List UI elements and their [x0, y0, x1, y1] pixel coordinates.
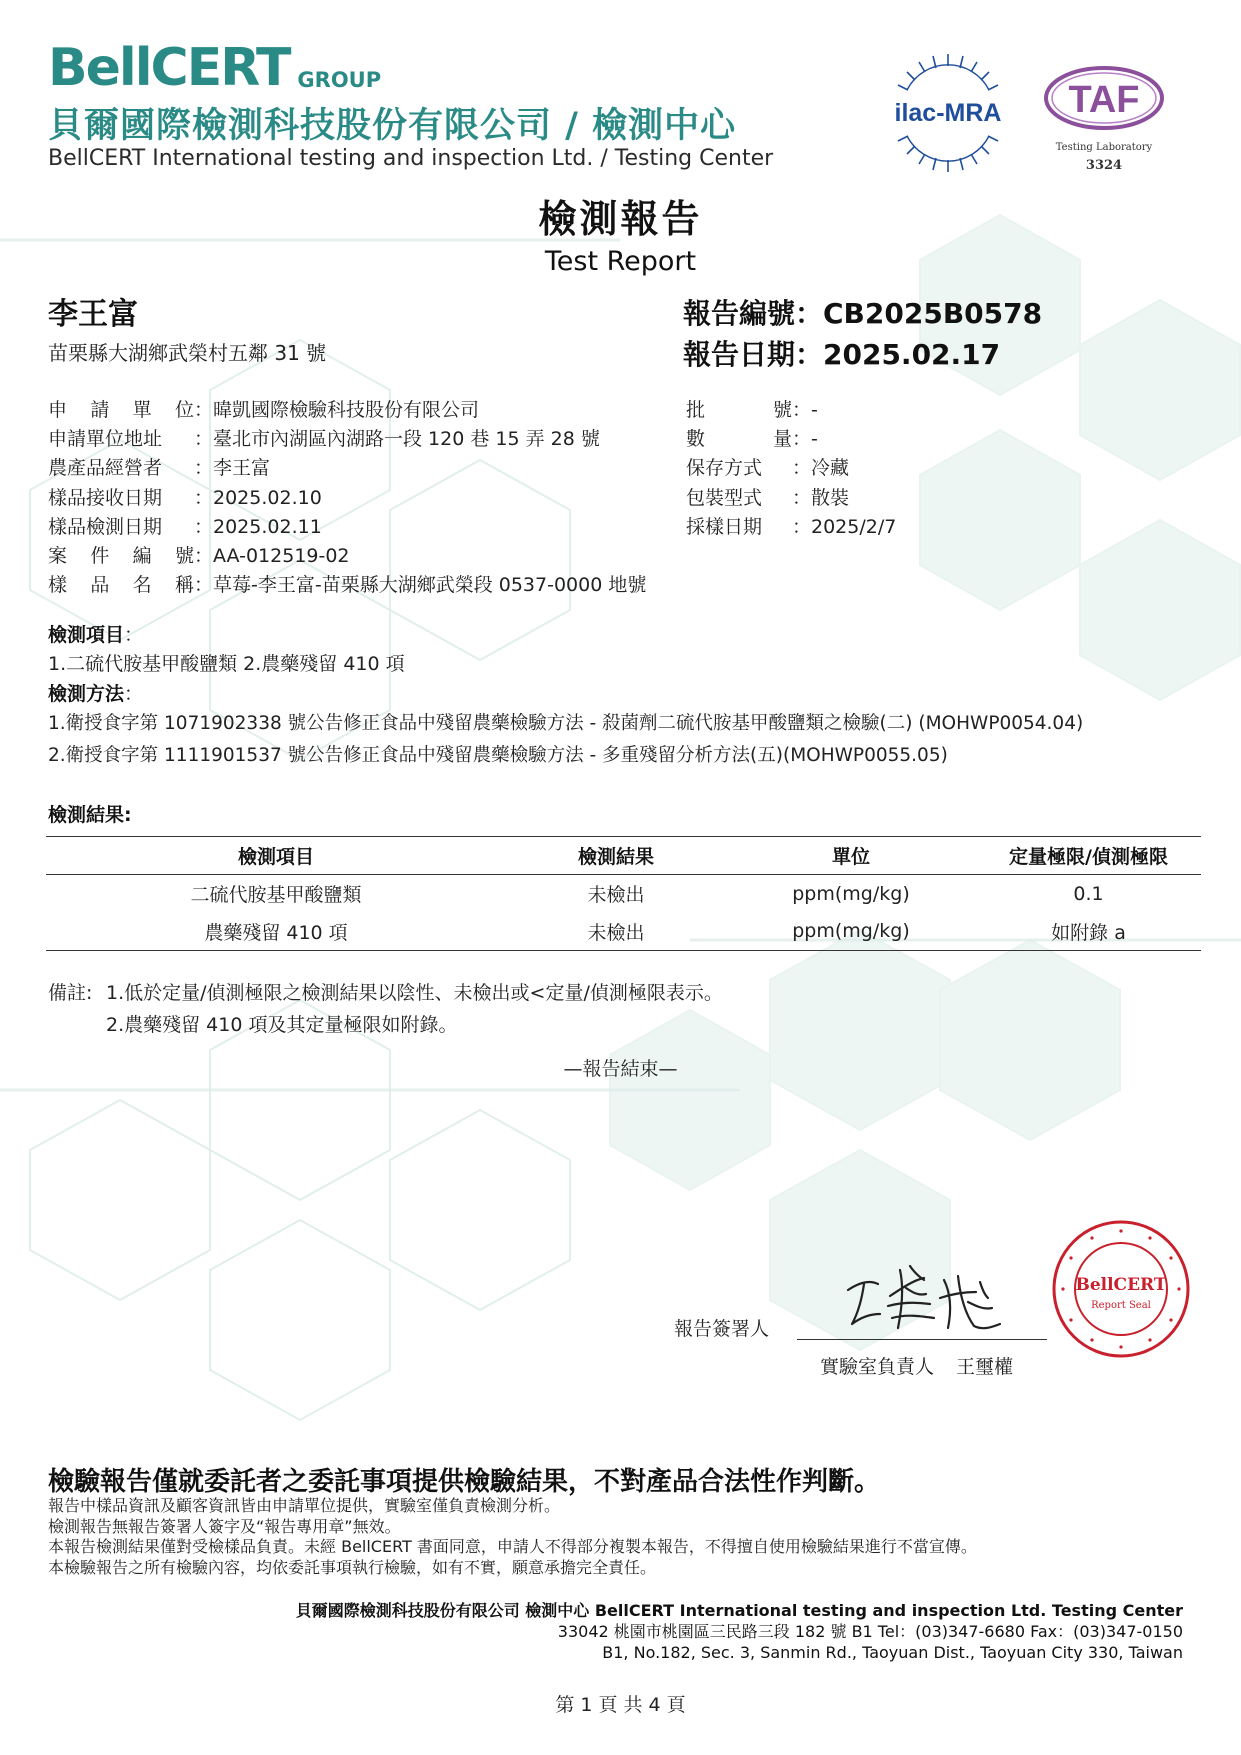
info-label-char: 樣: [48, 574, 68, 597]
sample-info-right: [686, 394, 986, 540]
report-title-zh: 檢測報告: [538, 197, 703, 241]
note-text: 1.低於定量/偵測極限之檢測結果以陰性、未檢出或<定量/偵測極限表示。: [106, 981, 723, 1004]
company-name-en: BellCERT International testing and inspection Ltd. / Testing Center: [48, 146, 774, 171]
info-label-char: 號: [772, 399, 792, 422]
test-methods-label: 檢測方法: [48, 683, 125, 705]
notes: [48, 975, 723, 1039]
test-methods-colon: ：: [124, 683, 144, 705]
disclaimer-body: [48, 1496, 977, 1578]
info-label: 包裝型式: [686, 486, 763, 509]
info-label: 樣品接收日期: [48, 486, 163, 509]
info-value: ：李王富: [194, 457, 271, 480]
info-label-char: 申: [48, 399, 68, 422]
info-label-char: 品: [90, 574, 110, 597]
taf-number: 3324: [1085, 158, 1123, 173]
info-value: ：臺北市內湖區內湖路一段 120 巷 15 弄 28 號: [194, 428, 600, 451]
disclaimer-line: 檢測報告無報告簽署人簽字及“報告專用章”無效。: [48, 1516, 401, 1536]
footer-company-line: 貝爾國際檢測科技股份有限公司 檢測中心 BellCERT International testing and inspection Ltd. Testing Center: [295, 1601, 1183, 1620]
info-label: 農產品經營者: [48, 457, 163, 480]
results-header-row: [46, 837, 1201, 875]
info-label-char: 批: [686, 399, 706, 422]
info-row-applicant-address: [48, 423, 688, 452]
cell-result: 未檢出: [587, 884, 645, 907]
client-address: 苗栗縣大湖鄉武榮村五鄰 31 號: [48, 341, 327, 365]
cell-limit: 0.1: [1073, 882, 1104, 905]
footer-address-zh: 33042 桃園市桃園區三民路三段 182 號 B1 Tel：(03)347-6680 Fax：(03)347-0150: [557, 1622, 1183, 1641]
results-heading: 檢測結果:: [48, 804, 132, 826]
info-label: [48, 541, 194, 568]
logo-group-text: GROUP: [297, 68, 382, 92]
info-label-char: 單: [132, 399, 152, 422]
test-items-text: 1.二硫代胺基甲酸鹽類 2.農藥殘留 410 項: [48, 653, 405, 675]
info-label: 保存方式: [686, 457, 763, 480]
disclaimer-line: 本報告檢測結果僅對受檢樣品負責。未經 BellCERT 書面同意，申請人不得部分複製本報告，不得擅自使用檢驗結果進行不當宣傳。: [48, 1537, 977, 1556]
info-value: ：散裝: [792, 486, 850, 509]
disclaimer-line: 本檢驗報告之所有檢驗內容，均依委託事項執行檢驗，如有不實，願意承擔完全責任。: [48, 1557, 657, 1577]
info-label: [48, 395, 194, 422]
info-label-char: 號: [174, 545, 194, 568]
signatory-title: [820, 1352, 1013, 1379]
cell-unit: ppm(mg/kg): [792, 920, 910, 943]
cell-test-item: 二硫代胺基甲酸鹽類: [190, 884, 362, 907]
results-table: [46, 836, 1201, 951]
table-row: [46, 875, 1201, 913]
info-label-char: 數: [686, 428, 706, 451]
info-row-case-number: [48, 540, 688, 569]
signatory-role: 實驗室負責人: [820, 1356, 935, 1378]
info-label-char: 件: [90, 545, 110, 568]
header-result: 檢測結果: [577, 846, 654, 868]
company-name-zh: 貝爾國際檢測科技股份有限公司 / 檢測中心: [48, 106, 737, 146]
info-label-char: 量: [772, 428, 792, 451]
info-value: ：2025/2/7: [792, 515, 897, 538]
signatory-label: 報告簽署人: [674, 1318, 770, 1340]
info-value: ：-: [792, 399, 818, 422]
report-date: 報告日期：2025.02.17: [683, 338, 1001, 371]
info-label-char: 稱: [174, 574, 194, 597]
company-footer: [296, 1600, 1183, 1663]
cell-result: 未檢出: [587, 921, 645, 944]
info-label: [686, 424, 792, 451]
header-test-item: 檢測項目: [237, 846, 314, 868]
svg-text:ilac-MRA: ilac-MRA: [894, 99, 1002, 127]
info-value: ：AA-012519-02: [194, 545, 350, 568]
info-label: [48, 570, 194, 597]
info-row-received-date: [48, 482, 688, 511]
info-row-packaging: [686, 482, 986, 511]
header-unit: 單位: [831, 846, 870, 868]
test-method-2: 2.衛授食字第 1111901537 號公告修正食品中殘留農藥檢驗方法 - 多重殘留分析方法(五)(MOHWP0055.05): [48, 745, 948, 766]
report-end-mark: —報告結束—: [563, 1058, 678, 1080]
report-number: 報告編號：CB2025B0578: [683, 297, 1043, 330]
sample-info-left: [48, 394, 688, 598]
info-label: 採樣日期: [686, 515, 763, 538]
disclaimer-headline: 檢驗報告僅就委託者之委託事項提供檢驗結果，不對產品合法性作判斷。: [48, 1467, 881, 1497]
signatory-name: 王璽權: [956, 1356, 1014, 1378]
info-label-char: 位: [174, 399, 194, 422]
table-row: [46, 913, 1201, 951]
cell-limit: 如附錄 a: [1051, 921, 1126, 944]
bellcert-logo: [48, 36, 382, 98]
report-title-en: Test Report: [544, 246, 697, 277]
info-row-storage: [686, 452, 986, 481]
footer-address-en: B1, No.182, Sec. 3, Sanmin Rd., Taoyuan Dist., Taoyuan City 330, Taiwan: [602, 1643, 1183, 1662]
test-items-colon: ：: [124, 624, 144, 646]
svg-text:BellCERT: BellCERT: [1075, 1275, 1167, 1295]
info-row-test-date: [48, 511, 688, 540]
info-row-sample-name: [48, 569, 688, 598]
header-limit: 定量極限/偵測極限: [1009, 846, 1168, 868]
note-line: [48, 975, 723, 1007]
page-number: 第 1 頁 共 4 頁: [555, 1694, 686, 1716]
test-method-1: 1.衛授食字第 1071902338 號公告修正食品中殘留農藥檢驗方法 - 殺菌劑二硫代胺基甲酸鹽類之檢驗(二) (MOHWP0054.04): [48, 713, 1084, 734]
test-items-label: 檢測項目: [48, 624, 125, 646]
info-value: ：2025.02.11: [194, 515, 322, 538]
info-value: ：冷藏: [792, 457, 850, 480]
info-value: ：草莓-李王富-苗栗縣大湖鄉武榮段 0537-0000 地號: [194, 574, 647, 597]
handwritten-signature-icon: [840, 1258, 1010, 1338]
info-label: [686, 395, 792, 422]
client-name: 李王富: [48, 297, 138, 332]
taf-testing-laboratory: Testing Laboratory: [1055, 142, 1153, 153]
svg-text:TAF: TAF: [1068, 79, 1140, 121]
cell-test-item: 農藥殘留 410 項: [204, 921, 348, 944]
note-line: [48, 1007, 723, 1039]
notes-label: 備註:: [48, 981, 93, 1004]
note-text: 2.農藥殘留 410 項及其定量極限如附錄。: [106, 1013, 458, 1036]
info-label: 樣品檢測日期: [48, 515, 163, 538]
info-value: ：暐凱國際檢驗科技股份有限公司: [194, 399, 480, 422]
info-label-char: 編: [132, 545, 152, 568]
info-label-char: 名: [132, 574, 152, 597]
test-items-heading: [48, 620, 143, 647]
info-value: ：2025.02.10: [194, 486, 322, 509]
signature-line: [797, 1339, 1047, 1340]
info-label: 申請單位地址: [48, 428, 163, 451]
info-row-sampling-date: [686, 511, 986, 540]
svg-text:Report Seal: Report Seal: [1091, 1300, 1151, 1311]
info-label-char: 案: [48, 545, 68, 568]
info-row-batch: [686, 394, 986, 423]
test-methods-heading: [48, 679, 143, 706]
info-row-quantity: [686, 423, 986, 452]
cell-unit: ppm(mg/kg): [792, 882, 910, 905]
info-value: ：-: [792, 428, 818, 451]
logo-wordmark: BellCERT: [48, 38, 290, 98]
info-row-operator: [48, 452, 688, 481]
report-seal-icon: [1050, 1218, 1192, 1360]
info-row-applicant: [48, 394, 688, 423]
disclaimer-line: 報告中樣品資訊及顧客資訊皆由申請單位提供，實驗室僅負責檢測分析。: [48, 1496, 561, 1515]
info-label-char: 請: [90, 399, 110, 422]
ilac-mra-logo-icon: [885, 50, 1011, 176]
